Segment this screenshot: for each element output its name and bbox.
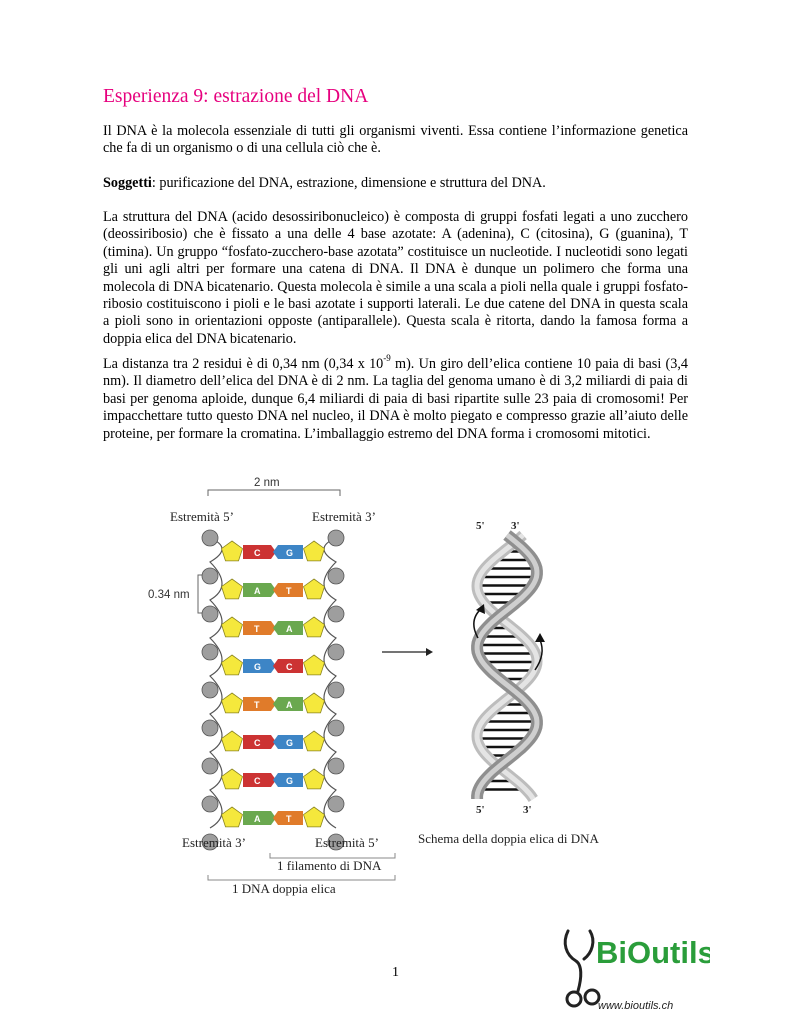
base-left-T	[243, 697, 276, 711]
sugar-left	[222, 579, 243, 599]
end-bottom-right-label: Estremità 5’	[315, 835, 379, 850]
phosphate-left	[202, 720, 218, 736]
sugar-left	[222, 731, 243, 751]
base-label-right: G	[286, 738, 294, 748]
helix-bottom-5-label: 5'	[476, 804, 485, 816]
helix-top-5-label: 5'	[476, 520, 485, 532]
base-label-left: T	[254, 700, 260, 710]
dimensions-text-a: La distanza tra 2 residui è di 0,34 nm (0,34 x 10	[103, 356, 384, 372]
sugar-left	[222, 769, 243, 789]
base-label-right: T	[286, 814, 292, 824]
sugar-right	[304, 617, 325, 637]
strand-label: 1 filamento di DNA	[277, 858, 382, 873]
phosphate-left	[202, 606, 218, 622]
base-label-left: G	[254, 662, 262, 672]
phosphate-right	[328, 796, 344, 812]
transform-arrow-head	[426, 648, 433, 656]
dimensions-text-b: m). Un giro dell’elica contiene 10 paia di basi (3,4 nm). Il diametro dell’elica del DNA è di 2 nm. La taglia del genoma umano è di 3,2 miliardi di paia di basi per genoma aploide, dunque 6,4 miliardi di paia di basi ripartite sulle 23 paia di cromosomi! Per impacchettare tutto questo DNA nel nucleo, il DNA è molto piegato e compresso grazie all’aiuto delle proteine, per formare la cromatina. L’imballaggio estremo del DNA forma i cromosomi mitotici.	[103, 356, 688, 442]
exponent: -9	[383, 353, 391, 364]
sugar-right	[304, 731, 325, 751]
logo-url: www.bioutils.ch	[598, 1000, 674, 1012]
page-title: Esperienza 9: estrazione del DNA	[103, 86, 369, 107]
phosphate-left	[202, 758, 218, 774]
sugar-right	[304, 769, 325, 789]
phosphate-right	[328, 758, 344, 774]
bioutils-logo	[560, 925, 710, 1015]
dna-figure-svg	[130, 470, 650, 910]
subjects-text: : purificazione del DNA, estrazione, dimensione e struttura del DNA.	[151, 175, 546, 191]
phosphate-right	[328, 606, 344, 622]
phosphate-right	[328, 530, 344, 546]
tools-icon	[565, 931, 599, 1006]
base-label-right: G	[286, 776, 294, 786]
phosphate-left	[202, 644, 218, 660]
sugar-left	[222, 541, 243, 561]
helix-caption: Schema della doppia elica di DNA	[418, 831, 599, 846]
paragraph-intro: Il DNA è la molecola essenziale di tutti gli organismi viventi. Essa contiene l’informazione genetica che fa di un organismo o di una cellula ciò che è.	[103, 123, 688, 157]
base-label-right: C	[286, 662, 293, 672]
base-label-left: C	[254, 776, 261, 786]
base-label-right: G	[286, 548, 294, 558]
dna-figure	[130, 470, 650, 910]
base-label-left: C	[254, 738, 261, 748]
width-bracket	[208, 490, 340, 496]
sugar-right	[304, 541, 325, 561]
subjects-label: Soggetti	[103, 175, 152, 191]
end-bottom-left-label: Estremità 3’	[182, 835, 246, 850]
end-top-right-label: Estremità 3’	[312, 509, 376, 524]
spacing-label: 0.34 nm	[148, 589, 190, 601]
phosphate-left	[202, 796, 218, 812]
double-helix-bracket	[208, 875, 395, 880]
sugar-left	[222, 617, 243, 637]
dna-ladder	[202, 530, 344, 850]
width-label: 2 nm	[254, 477, 280, 489]
paragraph-dimensions	[103, 353, 688, 443]
double-helix	[474, 535, 545, 799]
base-label-left: T	[254, 624, 260, 634]
base-label-left: A	[254, 586, 261, 596]
helix-arrow-right-head	[535, 633, 545, 642]
sugar-right	[304, 807, 325, 827]
phosphate-left	[202, 682, 218, 698]
sugar-left	[222, 807, 243, 827]
base-label-right: A	[286, 624, 293, 634]
paragraph-subjects	[103, 175, 688, 192]
phosphate-right	[328, 568, 344, 584]
base-label-right: A	[286, 700, 293, 710]
phosphate-right	[328, 682, 344, 698]
sugar-right	[304, 693, 325, 713]
spacing-bracket	[198, 575, 202, 613]
phosphate-left	[202, 530, 218, 546]
base-label-left: C	[254, 548, 261, 558]
paragraph-structure: La struttura del DNA (acido desossiribonucleico) è composta di gruppi fosfati legati a uno zucchero (deossiribosio) che è fissato a una delle 4 base azotate: A (adenina), C (citosina), G (guanina), T (timina). Un gruppo “fosfato-zucchero-base azotata” costituisce un nucleotide. I nucleotidi sono legati gli uni agli altri per formare una catena di DNA. Il DNA è dunque un polimero che forma una molecola di DNA bicatenario. Questa molecola è simile a una scala a pioli nella quale i gruppi fosfato-ribosio costituiscono i pioli e le basi azotate i supporti laterali. Le due catene del DNA in questa scala a pioli sono in orientazioni opposte (antiparallele). Questa scala è ritorta, dando la famosa forma a doppia elica del DNA bicatenario.	[103, 209, 688, 347]
sugar-right	[304, 655, 325, 675]
base-label-left: A	[254, 814, 261, 824]
base-label-right: T	[286, 586, 292, 596]
sugar-left	[222, 693, 243, 713]
logo-name: BiOutils	[596, 935, 710, 970]
bioutils-logo-svg	[560, 925, 710, 1015]
phosphate-right	[328, 644, 344, 660]
double-helix-label: 1 DNA doppia elica	[232, 881, 336, 896]
sugar-right	[304, 579, 325, 599]
helix-top-3-label: 3'	[511, 520, 520, 532]
base-left-T	[243, 621, 276, 635]
page-number: 1	[392, 965, 399, 980]
phosphate-left	[202, 568, 218, 584]
sugar-left	[222, 655, 243, 675]
end-top-left-label: Estremità 5’	[170, 509, 234, 524]
helix-bottom-3-label: 3'	[523, 804, 532, 816]
phosphate-right	[328, 720, 344, 736]
